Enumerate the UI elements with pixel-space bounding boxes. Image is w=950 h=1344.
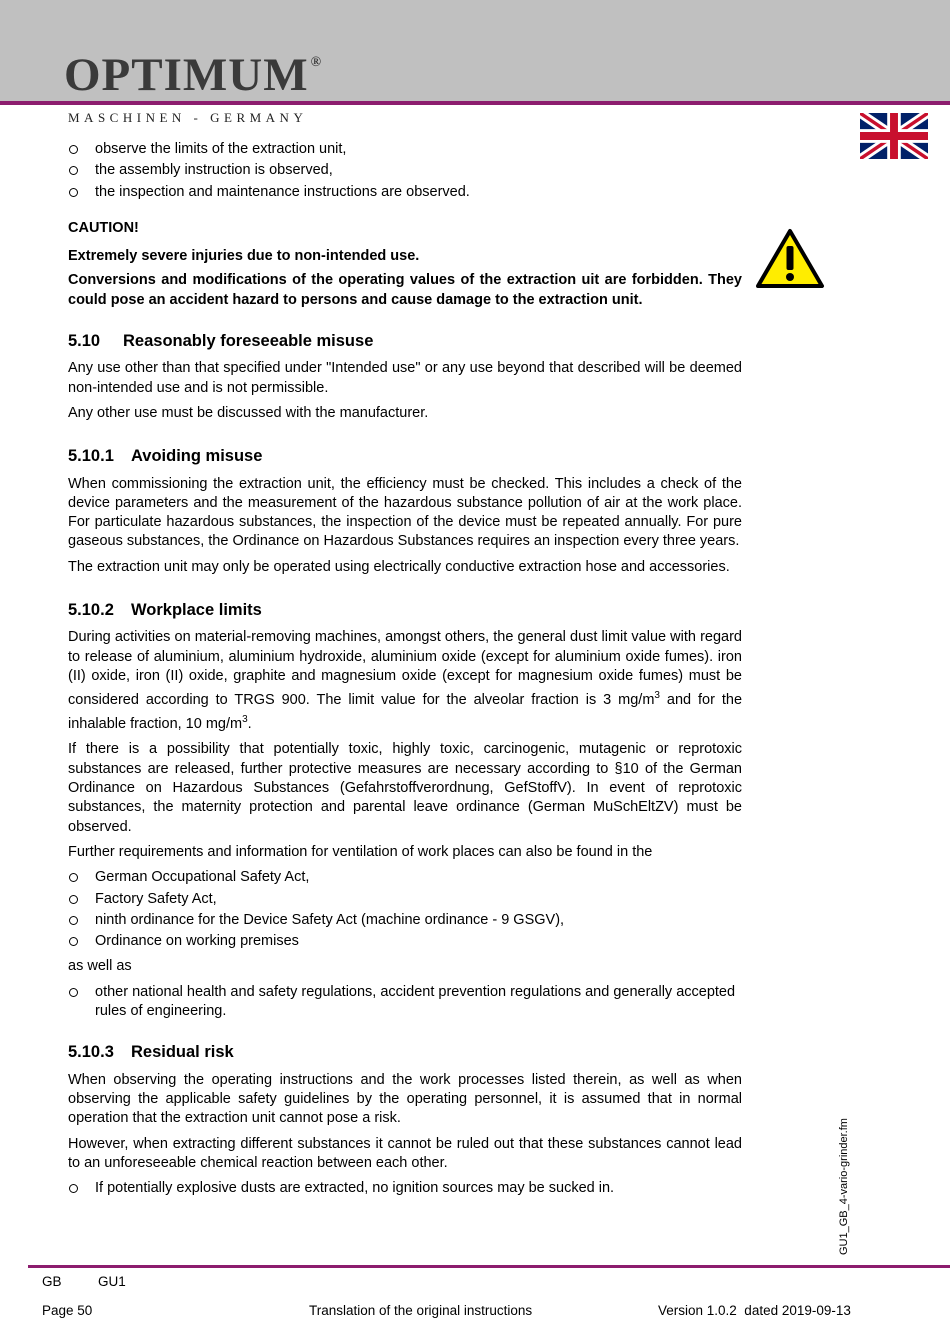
footer-model: GU1 [98,1274,126,1289]
paragraph: If there is a possibility that potentially toxic, highly toxic, carcinogenic, mutagenic or reprotoxic substances are released, further protective measures are necessary according to §10 of the German Ordinance on Hazardous Substances (Gefahrstoffverordnung, GefStoffV). In event of reprotoxic substances, the maternity protection and parental leave ordinance (German MuSchEltZV) must be observed. [68,741,742,835]
paragraph: When observing the operating instructions and the work processes listed therein, as well as when observing the applicable safety guidelines by the operating personnel, it is assumed that in normal operation that the extraction unit cannot pose a risk. [68,1071,742,1127]
paragraph: Any other use must be discussed with the manufacturer. [68,404,429,421]
caution-text: Conversions and modifications of the operating values of the extraction uit are forbidden. They could pose an accident hazard to persons and cause damage to the extraction unit. [68,272,742,308]
list-item: the assembly instruction is observed, [68,161,742,180]
warning-triangle-icon [755,228,825,290]
paragraph: as well as [68,958,132,975]
uk-flag-icon [860,113,928,159]
brand-tagline: MASCHINEN - GERMANY [68,110,308,125]
caution-heading: Extremely severe injuries due to non-intended use. [68,248,420,265]
list-item: the inspection and maintenance instructions are observed. [68,183,742,202]
section-heading: 5.10.2 Workplace limits [68,601,262,620]
paragraph: Further requirements and information for ventilation of work places can also be found in the [68,843,653,860]
header-divider [0,101,950,105]
section-heading: 5.10.3 Residual risk [68,1043,234,1062]
paragraph: During activities on material-removing machines, amongst others, the general dust limit value with regard to release of aluminium, aluminium hydroxide, aluminium oxide (except for aluminium oxide fumes). iron (II) oxide, iron (II) oxide, graphite and magnesium oxide (except for magnesium oxide fumes) must be considered according to TRGS 900. The limit value for the alveolar fraction is 3 $mg/m^3$ and for the inhalable fraction, 10 $mg/m^3$. [68,629,743,733]
page-content [68,140,742,1200]
list-item: If potentially explosive dusts are extracted, no ignition sources may be sucked in. [68,1179,742,1198]
paragraph: However, when extracting different substances it cannot be ruled out that these substances cannot lead to an unforeseeable chemical reaction between each other. [68,1135,742,1171]
file-name-label: GU1_GB_4-vario-grinder.fm [838,1118,850,1255]
list-item: ninth ordinance for the Device Safety Act (machine ordinance - 9 GSGV), [68,911,742,930]
section-heading: 5.10 Reasonably foreseeable misuse [68,332,374,351]
footer-divider [28,1265,950,1268]
footer-version: Version 1.0.2 dated 2019-09-13 [658,1303,851,1318]
list-item: German Occupational Safety Act, [68,868,742,887]
footer-language: GB [42,1274,62,1289]
list-item: Ordinance on working premises [68,932,742,951]
brand-logo: OPTIMUM ® [64,49,323,101]
paragraph: The extraction unit may only be operated using electrically conductive extraction hose and accessories. [68,558,730,575]
list-item: observe the limits of the extraction unit, [68,140,742,159]
paragraph: Any use other than that specified under "Intended use" or any use beyond that described will be deemed non-intended use and is not permissible. [68,360,742,396]
caution-title: CAUTION! [68,219,139,236]
footer-page-number: Page 50 [42,1303,93,1318]
paragraph: When commissioning the extraction unit, the efficiency must be checked. This includes a check of the device parameters and the measurement of the hazardous substance pollution of air at the work place. For particulate hazardous substances, the inspection of the device must be repeated annually. For pure gaseous substances, the Ordinance on Hazardous Substances requires an inspection every three years. [68,475,742,550]
list-item: other national health and safety regulations, accident prevention regulations and generally accepted rules of engineering. [68,983,742,1022]
list-item: Factory Safety Act, [68,890,742,909]
section-heading: 5.10.1 Avoiding misuse [68,447,263,466]
footer-center-text: Translation of the original instructions [309,1303,533,1318]
